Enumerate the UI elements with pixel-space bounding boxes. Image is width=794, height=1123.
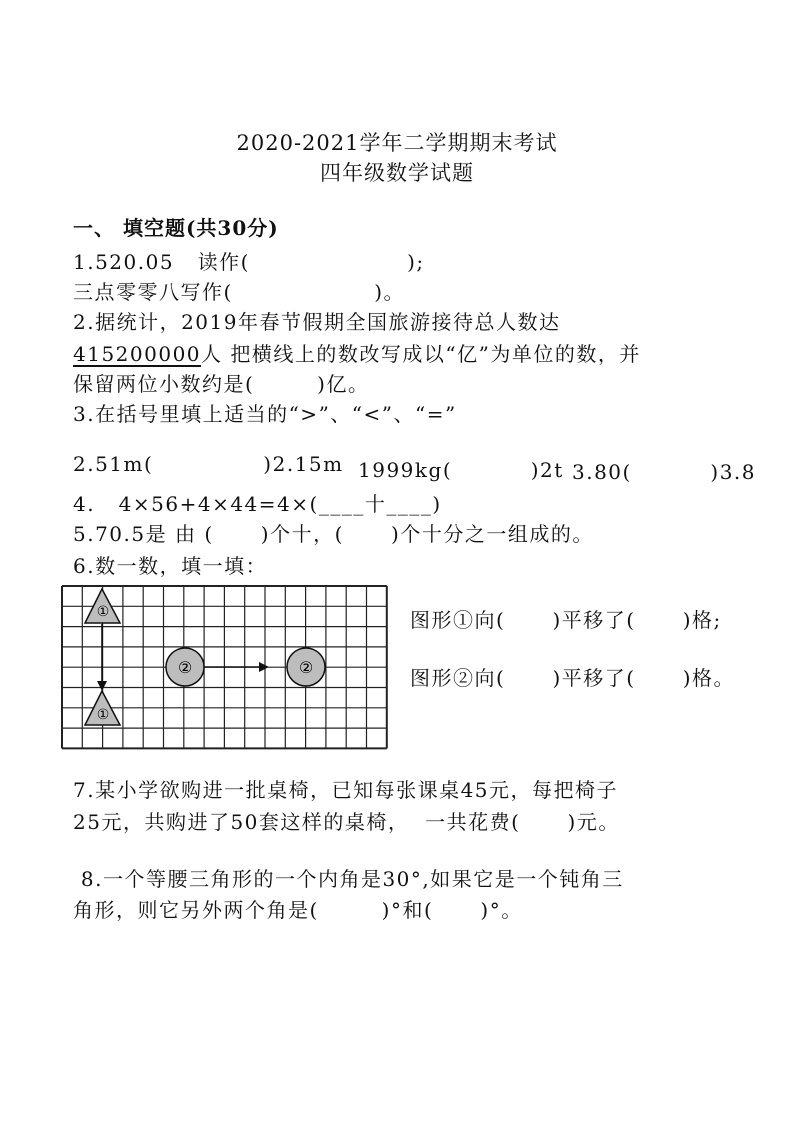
triangle-label-translated: ① <box>96 707 110 723</box>
circle-label-translated: ② <box>298 658 314 677</box>
question-3-item-2: 1999kg( )2t <box>358 458 564 482</box>
right-arrow-head <box>259 662 269 672</box>
question-7-line-1: 7.某小学欲购进一批桌椅，已知每张课桌45元，每把椅子 <box>73 778 619 802</box>
translation-grid <box>61 585 391 750</box>
question-6-line: 6.数一数，填一填： <box>73 554 268 578</box>
question-2-line-2-rest: 人 把横线上的数改写成以“亿”为单位的数，并 <box>201 342 641 366</box>
circle-label-original: ② <box>177 658 193 677</box>
question-7-line-2: 25元，共购进了50套这样的桌椅， 一共花费( )元。 <box>73 810 620 834</box>
triangle-label-original: ① <box>96 604 110 620</box>
question-2-line-2 <box>73 338 641 367</box>
exam-title: 2020-2021学年二学期期末考试 <box>236 131 558 155</box>
question-2-line-1: 2.据统计，2019年春节假期全国旅游接待总人数达 <box>73 310 561 334</box>
question-8-line-1: 8.一个等腰三角形的一个内角是30°,如果它是一个钝角三 <box>73 867 624 891</box>
question-5-line: 5.70.5是 由 ( )个十，( )个十分之一组成的。 <box>73 522 594 546</box>
question-4-expression: 4. 4×56+4×44=4×( <box>73 492 319 516</box>
question-4-line <box>73 488 442 517</box>
close-paren: ) <box>432 492 442 516</box>
question-6-answer-2: 图形②向( )平移了( )格。 <box>410 666 735 690</box>
question-8-line-2: 角形，则它另外两个角是( )°和( )°。 <box>73 898 523 922</box>
exam-subtitle: 四年级数学试题 <box>320 161 474 185</box>
question-3-item-1: 2.51m( )2.15m <box>73 452 344 476</box>
underlined-number: 415200000 <box>73 342 202 366</box>
question-3-item-3: 3.80( )3.8 <box>572 460 757 484</box>
blank-2: ____ <box>386 492 433 516</box>
question-6-answer-1: 图形①向( )平移了( )格; <box>410 608 722 632</box>
blank-1: ____ <box>318 492 365 516</box>
plus-sign: 十 <box>364 492 387 516</box>
question-1-line-2: 三点零零八写作( )。 <box>73 280 406 304</box>
question-2-line-3: 保留两位小数约是( )亿。 <box>73 372 370 396</box>
section-heading: 一、 填空题(共30分) <box>73 216 279 240</box>
question-1-line-1: 1.520.05 读作( ); <box>73 250 425 274</box>
question-3-line: 3.在括号里填上适当的“>”、“<”、“=” <box>73 402 457 426</box>
